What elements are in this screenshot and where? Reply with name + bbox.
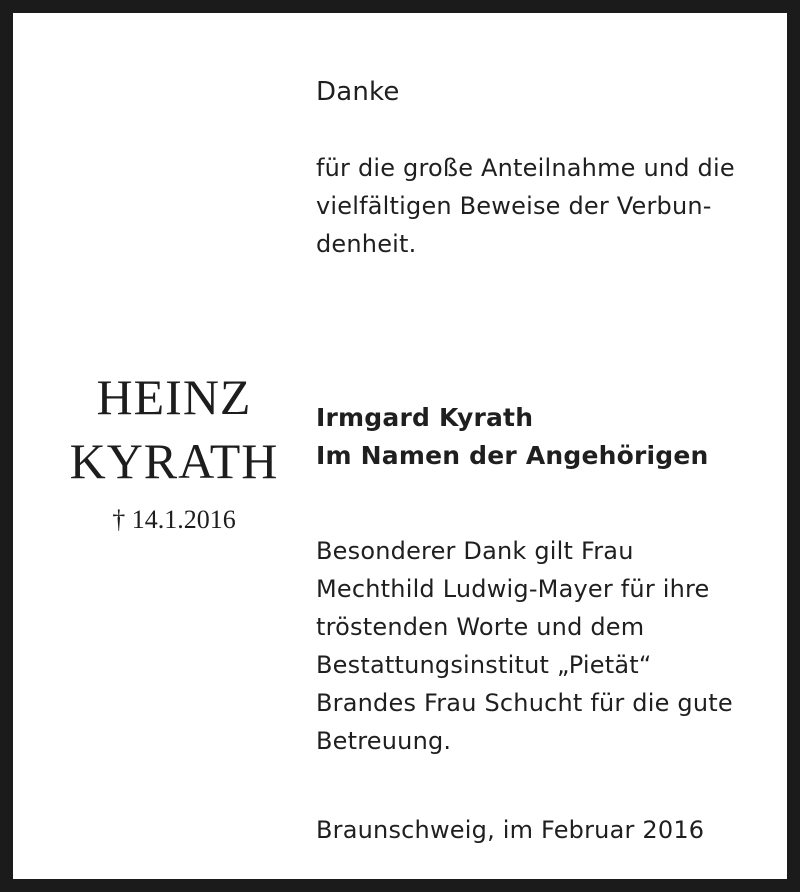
thanks-line: vielfältigen Beweise der Verbun-	[316, 192, 712, 220]
thanks-paragraph	[316, 149, 735, 263]
deceased-block	[43, 365, 305, 537]
special-thanks-line: Bestattungsinstitut „Pietät“	[316, 651, 652, 679]
signature-block	[316, 399, 709, 475]
signature-name: Irmgard Kyrath	[316, 403, 534, 432]
thanks-line: denheit.	[316, 230, 417, 258]
special-thanks-line: Mechthild Ludwig-Mayer für ihre	[316, 575, 710, 603]
special-thanks-line: Brandes Frau Schucht für die gute	[316, 689, 733, 717]
special-thanks-line: Besonderer Dank gilt Frau	[316, 537, 634, 565]
thanks-line: für die große Anteilnahme und die	[316, 154, 735, 182]
signature-relation: Im Namen der Angehörigen	[316, 441, 709, 470]
death-date: † 14.1.2016	[112, 505, 236, 534]
heading-danke: Danke	[316, 77, 400, 107]
deceased-last-name: KYRATH	[69, 433, 279, 489]
special-thanks-paragraph	[316, 532, 733, 760]
deceased-first-name: HEINZ	[96, 369, 252, 425]
place-and-date: Braunschweig, im Februar 2016	[316, 816, 705, 844]
special-thanks-line: tröstenden Worte und dem	[316, 613, 645, 641]
special-thanks-line: Betreuung.	[316, 727, 452, 755]
